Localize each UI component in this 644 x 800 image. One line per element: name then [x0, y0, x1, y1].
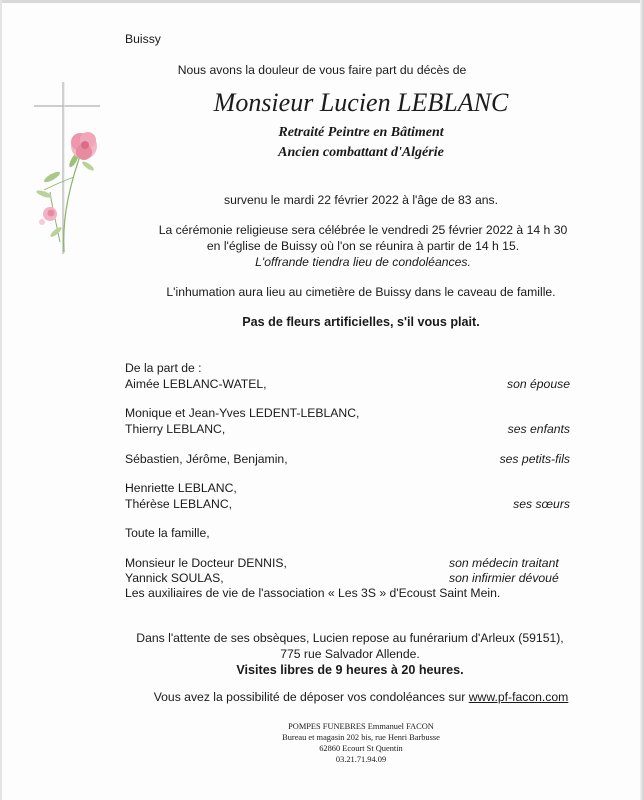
family-row [125, 377, 570, 391]
footer-line: POMPES FUNEBRES Emmanuel FACON [288, 722, 434, 731]
family-relation: son épouse [506, 377, 570, 391]
condolences-text: Vous avez la possibilité de déposer vos condoléances sur [153, 690, 469, 704]
family-name: Toute la famille, [125, 526, 210, 540]
footer-line: Bureau et magasin 202 bis, rue Henri Barbusse [282, 733, 440, 742]
ceremony-line: La cérémonie religieuse sera célébrée le vendredi 25 février 2022 à 14 h 30 [158, 223, 568, 237]
family-relation: son médecin traitant [449, 556, 559, 570]
condolences-link[interactable]: www.pf-facon.com [468, 690, 569, 704]
family-relation: ses petits-fils [499, 452, 570, 466]
family-intro: De la part de : [125, 361, 202, 375]
visiting-hours: Visites libres de 9 heures à 20 heures. [236, 663, 464, 677]
family-name: Thérèse LEBLANC, [125, 497, 233, 511]
family-name: Monique et Jean-Yves LEDENT-LEBLANC, [125, 406, 360, 420]
family-name: Thierry LEBLANC, [125, 422, 226, 436]
ceremony-line: en l'église de Buissy où l'on se réunira à partir de 14 h 15. [206, 239, 520, 253]
ceremony-line: L'offrande tiendra lieu de condoléances. [255, 255, 471, 269]
footer-line: 62860 Ecourt St Quentin [319, 744, 403, 753]
title-line: Retraité Peintre en Bâtiment [278, 125, 444, 140]
family-row [125, 556, 570, 570]
title-line: Ancien combattant d'Algérie [278, 145, 444, 160]
condolences-line [0, 690, 644, 704]
scan-edge [640, 0, 644, 800]
family-name: Sébastien, Jérôme, Benjamin, [125, 452, 288, 466]
family-relation: ses enfants [507, 422, 570, 436]
family-relation: ses sœurs [513, 497, 570, 511]
death-date-line: survenu le mardi 22 février 2022 à l'âge de 83 ans. [223, 193, 498, 207]
deceased-name: Monsieur Lucien LEBLANC [213, 88, 509, 117]
family-row [125, 452, 570, 466]
family-name: Henriette LEBLANC, [125, 481, 237, 495]
wake-line: Dans l'attente de ses obsèques, Lucien repose au funérarium d'Arleux (59151), [136, 631, 564, 645]
family-name: Aimée LEBLANC-WATEL, [125, 377, 267, 391]
footer-line: 03.21.71.94.09 [335, 755, 387, 764]
intro-line: Nous avons la douleur de vous faire part du décès de [177, 63, 467, 77]
scan-edge [0, 0, 2, 800]
family-row [125, 497, 570, 511]
family-relation: son infirmier dévoué [449, 571, 559, 585]
family-name: Monsieur le Docteur DENNIS, [125, 556, 287, 570]
town-name: Buissy [125, 32, 161, 46]
no-flowers-notice: Pas de fleurs artificielles, s'il vous plait. [242, 315, 480, 329]
family-name: Yannick SOULAS, [125, 571, 224, 585]
family-row [125, 571, 570, 585]
wake-line: 775 rue Salvador Allende. [280, 647, 420, 661]
family-name: Les auxiliaires de vie de l'association « Les 3S » d'Ecoust Saint Mein. [125, 586, 501, 600]
scan-edge [0, 0, 644, 3]
burial-line: L'inhumation aura lieu au cimetière de Buissy dans le caveau de famille. [166, 285, 556, 299]
family-row [125, 422, 570, 436]
